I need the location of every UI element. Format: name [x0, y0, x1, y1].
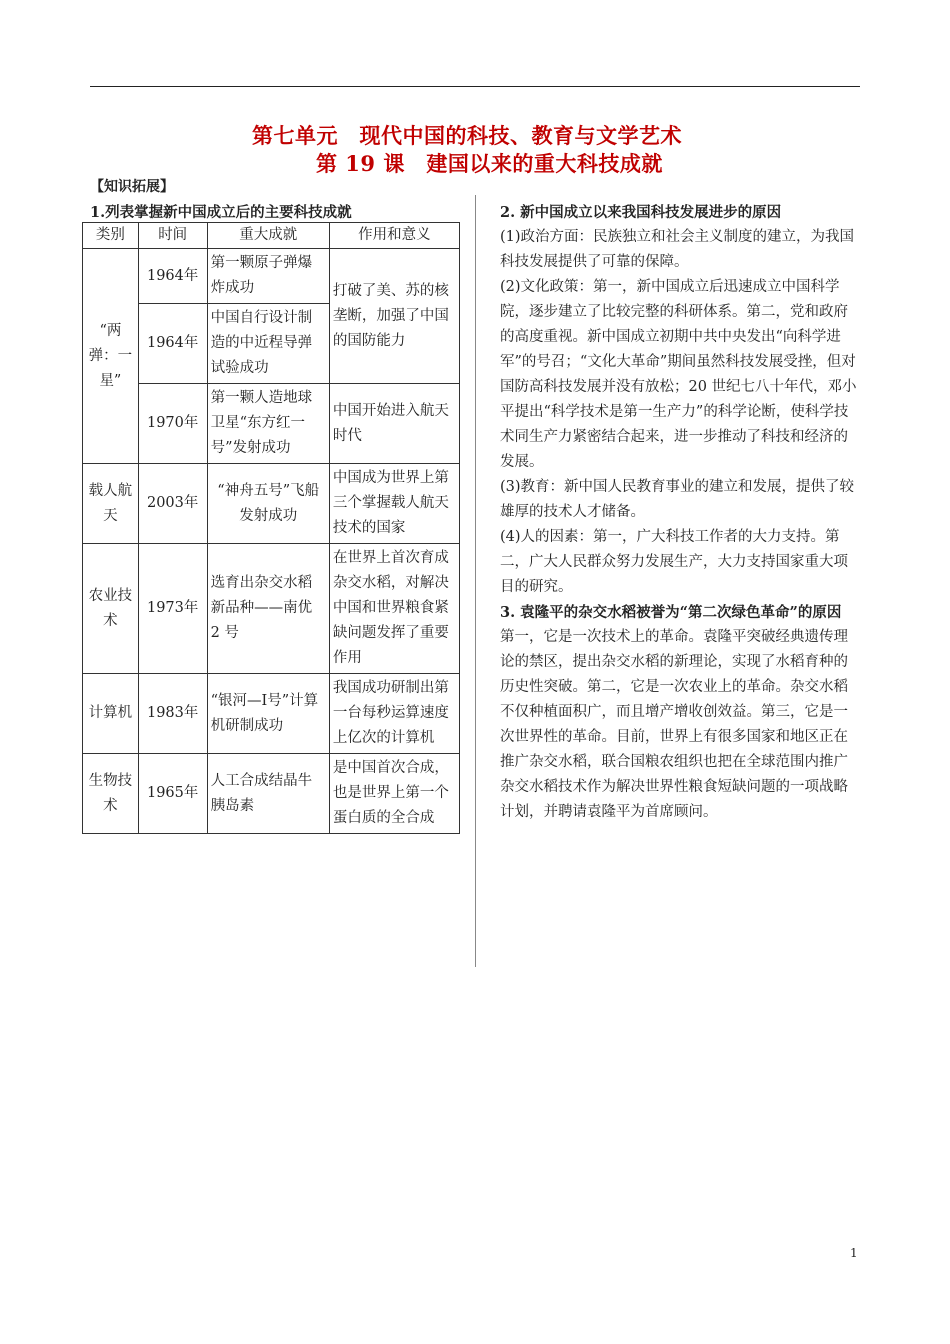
significance-cell: 中国成为世界上第三个掌握载人航天技术的国家 — [329, 464, 459, 544]
achievements-table — [82, 222, 460, 834]
category-cell: “两弹：一星” — [83, 249, 139, 464]
achievement-cell: 第一颗原子弹爆炸成功 — [207, 249, 329, 304]
significance-cell: 是中国首次合成，也是世界上第一个蛋白质的全合成 — [329, 754, 459, 834]
time-cell: 1964年 — [138, 249, 207, 304]
column-divider — [475, 195, 476, 967]
category-cell: 农业技术 — [83, 544, 139, 674]
section-tag: 【知识拓展】 — [90, 179, 174, 195]
category-cell: 生物技术 — [83, 754, 139, 834]
time-cell: 1983年 — [138, 674, 207, 754]
category-cell: 计算机 — [83, 674, 139, 754]
achievement-cell: 第一颗人造地球卫星“东方红一号”发射成功 — [207, 384, 329, 464]
header-significance: 作用和意义 — [329, 223, 459, 249]
table-row — [83, 544, 460, 674]
category-cell: 载人航天 — [83, 464, 139, 544]
achievement-cell: “神舟五号”飞船发射成功 — [207, 464, 329, 544]
table-row — [83, 249, 460, 304]
reasons-heading: 2. 新中国成立以来我国科技发展进步的原因 — [500, 204, 782, 221]
header-category: 类别 — [83, 223, 139, 249]
table-row — [83, 464, 460, 544]
header-time: 时间 — [138, 223, 207, 249]
time-cell: 1970年 — [138, 384, 207, 464]
table-header-row — [83, 223, 460, 249]
significance-cell: 中国开始进入航天时代 — [329, 384, 459, 464]
achievement-cell: 中国自行设计制造的中近程导弹试验成功 — [207, 304, 329, 384]
table-row — [83, 384, 460, 464]
achievement-cell: 选育出杂交水稻新品种——南优 2 号 — [207, 544, 329, 674]
table-row — [83, 674, 460, 754]
significance-cell: 打破了美、苏的核垄断，加强了中国的国防能力 — [329, 249, 459, 384]
green-revolution-text: 第一，它是一次技术上的革命。袁隆平突破经典遗传理论的禁区，提出杂交水稻的新理论，实现了水稻育种的历史性突破。第二，它是一次农业上的革命。杂交水稻不仅种植面积广，而且增产增收创效益。第三，它是一次世界性的革命。目前，世界上有很多国家和地区正在推广杂交水稻，联合国粮农组织也把在全球范围内推广杂交水稻技术作为解决世界性粮食短缺问题的一项战略计划，并聘请袁隆平为首席顾问。 — [500, 629, 848, 820]
time-cell: 1964年 — [138, 304, 207, 384]
page-number: 1 — [850, 1246, 858, 1260]
reason-culture-policy: (2)文化政策：第一，新中国成立后迅速成立中国科学院，逐步建立了比较完整的科研体系。第二，党和政府的高度重视。新中国成立初期中共中央发出“向科学进军”的号召；“文化大革命”期间虽然科技发展受挫，但对国防高科技发展并没有放松；20 世纪七八十年代，邓小平提出“科学技术是第一生产力”的科学论断，使科学技术同生产力紧密结合起来，进一步推动了科技和经济的发展。 — [500, 279, 857, 470]
time-cell: 1965年 — [138, 754, 207, 834]
table-row — [83, 754, 460, 834]
table-heading: 1.列表掌握新中国成立后的主要科技成就 — [90, 204, 352, 221]
achievement-cell: 人工合成结晶牛胰岛素 — [207, 754, 329, 834]
header-achievement: 重大成就 — [207, 223, 329, 249]
reason-education: (3)教育：新中国人民教育事业的建立和发展，提供了较雄厚的技术人才储备。 — [500, 479, 855, 520]
significance-cell: 在世界上首次育成杂交水稻，对解决中国和世界粮食紧缺问题发挥了重要作用 — [329, 544, 459, 674]
top-rule — [90, 86, 860, 87]
achievement-cell: “银河—Ⅰ号”计算机研制成功 — [207, 674, 329, 754]
lesson-title: 第 19 课 建国以来的重大科技成就 — [316, 151, 663, 176]
right-column — [500, 200, 862, 825]
reason-politics: (1)政治方面：民族独立和社会主义制度的建立，为我国科技发展提供了可靠的保障。 — [500, 229, 855, 270]
time-cell: 1973年 — [138, 544, 207, 674]
time-cell: 2003年 — [138, 464, 207, 544]
reason-people: (4)人的因素：第一，广大科技工作者的大力支持。第二，广大人民群众努力发展生产，大力支持国家重大项目的研究。 — [500, 529, 848, 595]
significance-cell: 我国成功研制出第一台每秒运算速度上亿次的计算机 — [329, 674, 459, 754]
green-revolution-heading: 3. 袁隆平的杂交水稻被誉为“第二次绿色革命”的原因 — [500, 604, 842, 621]
unit-title: 第七单元 现代中国的科技、教育与文学艺术 — [252, 123, 682, 148]
